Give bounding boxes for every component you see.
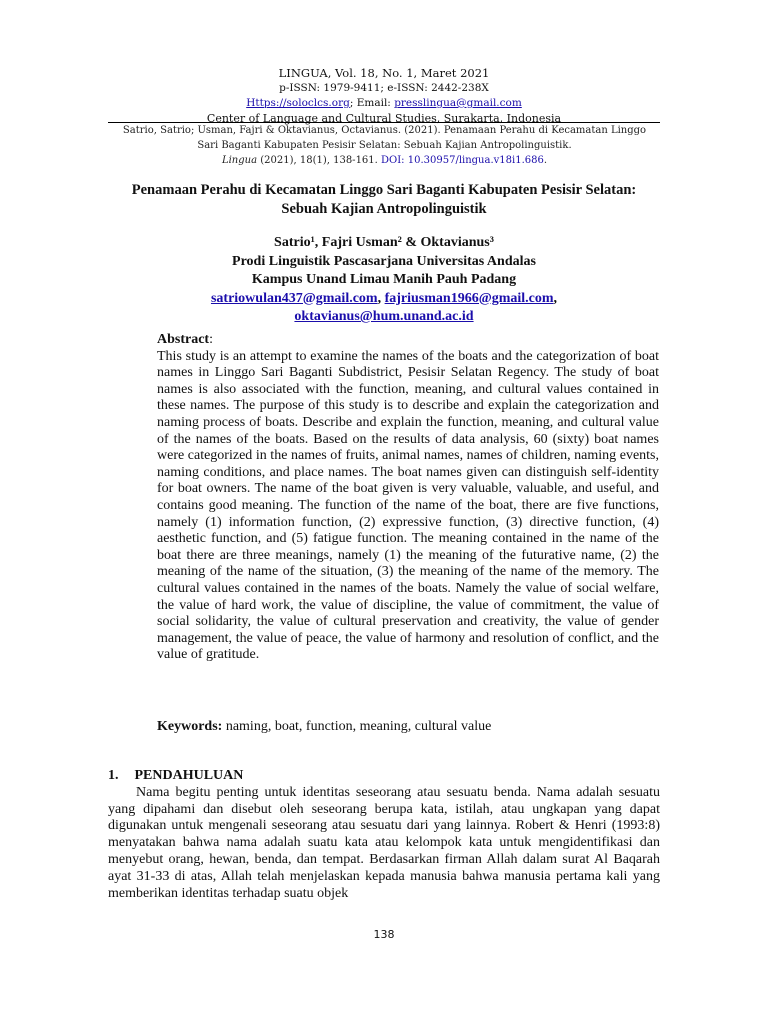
journal-issn: p-ISSN: 1979-9411; e-ISSN: 2442-238X [279, 82, 489, 94]
affiliation-line1: Prodi Linguistik Pascasarjana Universitas Andalas [232, 253, 536, 269]
website-link[interactable]: Https://soloclcs.org [246, 97, 350, 109]
doi-link[interactable]: DOI: 10.30957/lingua.v18i1.686 [381, 155, 544, 166]
abstract-text: This study is an attempt to examine the names of the boats and the categorization of boat names in Linggo Sari Baganti Subdistrict, Pesisir Selatan Regency. The study of boat names is also associated with the function, meaning, and cultural values contained in these names. The purpose of this study is to describe and explain the categorization and naming process of boats. Describe and explain the function, meaning, and cultural value of the names of the boats. Based on the results of data analysis, 60 (sixty) boat names were categorized in the names of fruits, animal names, names of children, naming events, naming conditions, and place names. The boat names given can distinguish self-identity for boat owners. The name of the boat given is very valuable, valuable, and useful, and contains good meaning. The function of the name of the boat, there are five functions, namely (1) information function, (2) expressive function, (3) directive function, (4) aesthetic function, and (5) fatigue function. The meaning contained in the name of the boat there are three meanings, namely (1) the meaning of the futurative name, (2) the meaning of the name of the situation, (3) the meaning of the name of the memory. The cultural values contained in the names of the boats. Namely the value of social welfare, the value of hard work, the value of discipline, the value of commitment, the value of social solidarity, the value of cultural preservation and creativity, the value of gender management, the value of peace, the value of harmony and resolution of conflict, and the value of gratitude. [157, 348, 659, 663]
article-title [100, 181, 668, 219]
email-label: ; Email: [349, 97, 395, 109]
keywords-line [157, 719, 659, 736]
author-emails-line2 [100, 308, 668, 327]
citation-volume: (2021), 18(1), 138-161. [257, 155, 382, 166]
title-line1: Penamaan Perahu di Kecamatan Linggo Sari Baganti Kabupaten Pesisir Selatan: [131, 182, 637, 198]
citation-line2: Sari Baganti Kabupaten Pesisir Selatan: Sebuah Kajian Antropolinguistik. [197, 140, 572, 151]
author-block [100, 234, 668, 327]
author-names: Satrio¹, Fajri Usman² & Oktavianus³ [274, 235, 494, 250]
keywords-text: naming, boat, function, meaning, cultural value [222, 719, 492, 734]
title-line2: Sebuah Kajian Antropolinguistik [281, 201, 487, 217]
citation-line3 [112, 153, 657, 168]
section-number: 1. [108, 768, 119, 783]
email-sep-2: , [553, 290, 558, 306]
journal-center: Center of Language and Cultural Studies, Surakarta, Indonesia [206, 112, 562, 125]
citation-line1: Satrio, Satrio; Usman, Fajri & Oktavianus, Octavianus. (2021). Penamaan Perahu di Kecamatan Linggo [122, 125, 647, 136]
section-introduction [108, 768, 660, 902]
journal-header [0, 66, 768, 126]
keywords-label: Keywords: [157, 719, 223, 734]
abstract-heading [157, 332, 659, 349]
citation-block [112, 123, 657, 168]
citation-journal: Lingua [221, 155, 258, 166]
affiliation-line2: Kampus Unand Limau Manih Pauh Padang [251, 272, 517, 287]
section-title: PENDAHULUAN [134, 768, 244, 783]
author-email-3[interactable]: oktavianus@hum.unand.ac.id [294, 309, 474, 324]
page-number: 138 [373, 928, 395, 941]
section-paragraph: Nama begitu penting untuk identitas seseorang atau sesuatu benda. Nama adalah sesuatu yang dipahami dan disebut oleh seseorang berupa kata, istilah, atau ungkapan yang dapat digunakan untuk mengenali seseorang atau sesuatu dari yang lainnya. Robert & Henri (1993:8) menyatakan bahwa nama adalah suatu kata atau kelompok kata untuk mengidentifikasi dan menyebut orang, hewan, benda, dan tempat. Berdasarkan firman Allah dalam surat Al Baqarah ayat 31-33 di atas, Allah telah menjelaskan kepada manusia bahwa manusia pertama kali yang memberikan identitas terhadap suatu objek [108, 784, 660, 901]
email-sep-1: , [377, 290, 385, 306]
email-link[interactable]: presslingua@gmail.com [394, 97, 522, 109]
citation-end: . [543, 155, 548, 166]
abstract-colon: : [209, 332, 213, 347]
abstract-label: Abstract [157, 332, 210, 347]
journal-title: LINGUA, Vol. 18, No. 1, Maret 2021 [278, 66, 490, 80]
journal-contact [0, 96, 768, 111]
author-emails-line1 [100, 290, 668, 309]
author-email-1[interactable]: satriowulan437@gmail.com [210, 290, 378, 306]
author-email-2[interactable]: fajriusman1966@gmail.com [384, 290, 554, 306]
section-heading [108, 768, 660, 785]
abstract-section [157, 332, 659, 664]
